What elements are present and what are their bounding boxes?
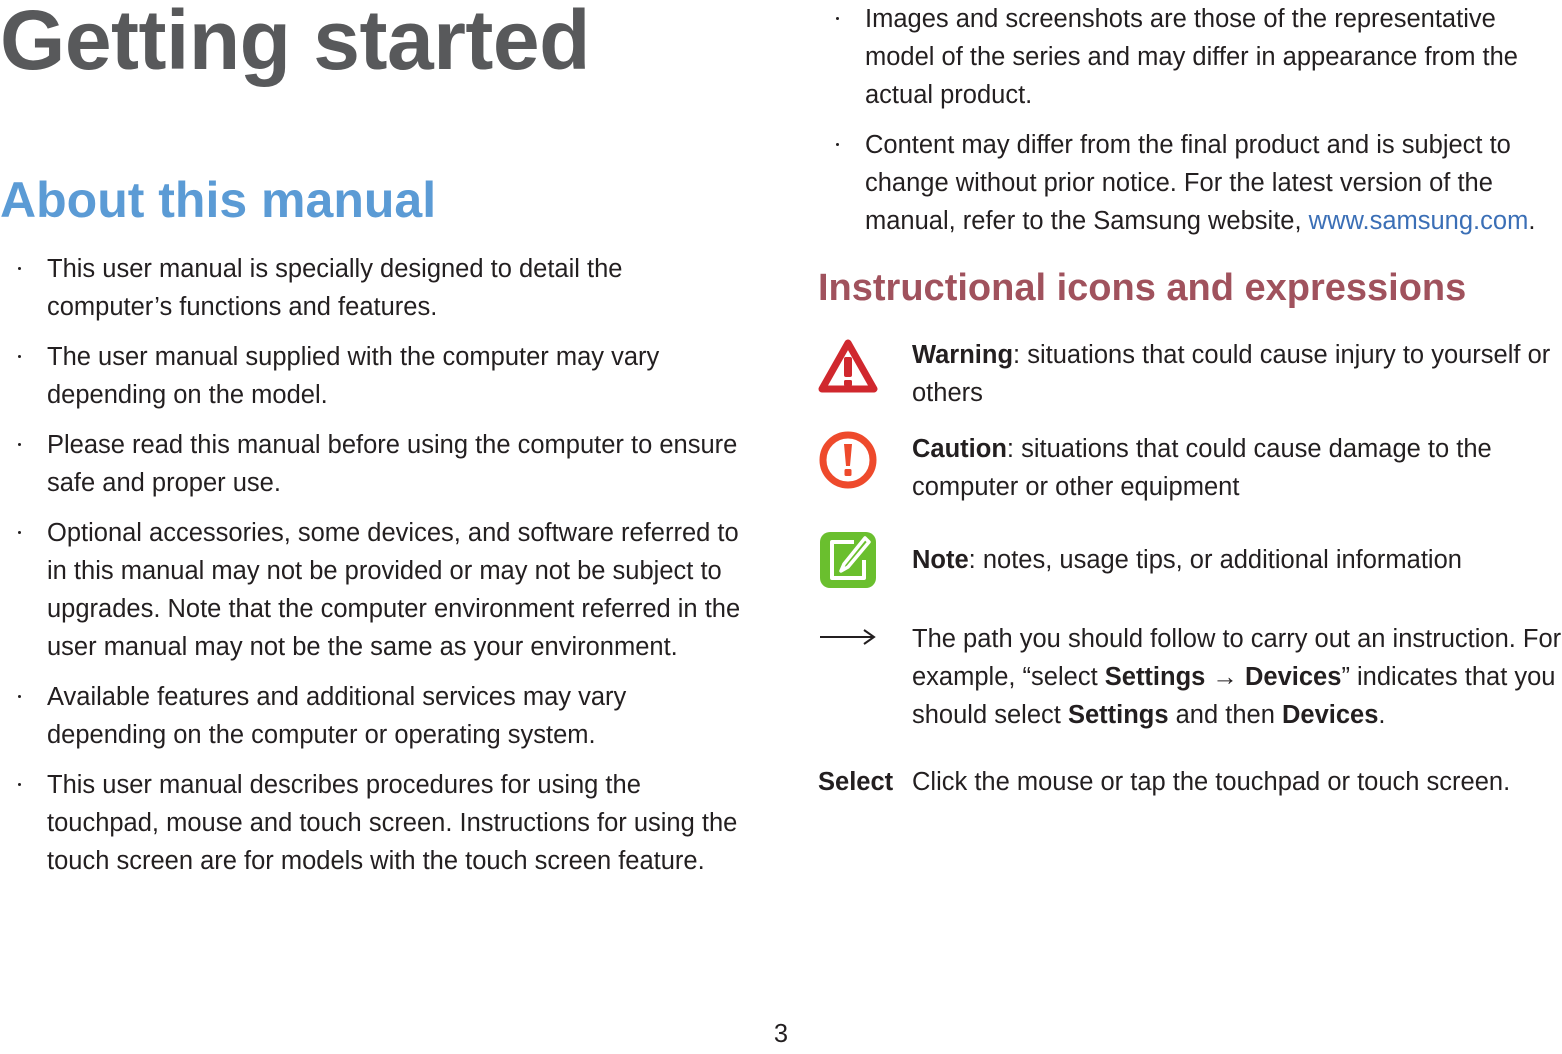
bullet-item: Images and screenshots are those of the representative model of the series and may differ in appearance from the actual product.	[818, 0, 1558, 114]
caution-description	[912, 430, 1562, 506]
bullet-item: Available features and additional services may vary depending on the computer or operating system.	[0, 678, 750, 754]
warning-text: : situations that could cause injury to yourself or others	[912, 341, 1551, 407]
samsung-website-link[interactable]: www.samsung.com	[1308, 207, 1529, 235]
bullet-item: This user manual is specially designed to detail the computer’s functions and features.	[0, 250, 750, 326]
caution-term: Caution	[912, 435, 1007, 463]
bullet-item: Optional accessories, some devices, and software referred to in this manual may not be provided or may not be subject to upgrades. Note that the computer environment referred in the user manual may not be the same as your environment.	[0, 514, 750, 666]
warning-term: Warning	[912, 341, 1014, 369]
select-description: Click the mouse or tap the touchpad or touch screen.	[912, 768, 1511, 796]
note-pencil-icon	[818, 530, 878, 590]
warning-triangle-icon	[818, 336, 878, 396]
bullet-text: Content may differ from the final product and is subject to change without prior notice. For the latest version of the manual, refer to the Samsung website,	[865, 131, 1511, 235]
arrow-text: The path you should follow to carry out an instruction. For example, “select	[912, 625, 1562, 691]
caution-circle-icon	[818, 430, 878, 490]
page-title: Getting started	[0, 0, 590, 87]
arrow-text: ” indicates that you should select	[912, 663, 1556, 729]
about-bullet-list-left	[0, 250, 750, 892]
caution-row	[818, 430, 1562, 510]
settings-term: Settings	[1067, 701, 1169, 729]
select-label: Select	[818, 768, 894, 796]
page-number: 3	[773, 1020, 789, 1048]
arrow-text: →	[1205, 663, 1246, 691]
note-row	[818, 530, 1562, 594]
bullet-item: Please read this manual before using the computer to ensure safe and proper use.	[0, 426, 750, 502]
note-description	[912, 541, 1562, 579]
settings-term: Settings	[1104, 663, 1206, 691]
warning-row	[818, 336, 1562, 416]
bullet-text-end: .	[1528, 207, 1536, 235]
arrow-text: and then	[1168, 701, 1282, 729]
right-arrow-icon	[818, 620, 878, 654]
caution-text: : situations that could cause damage to the computer or other equipment	[912, 435, 1492, 501]
arrow-description	[912, 620, 1562, 734]
note-text: : notes, usage tips, or additional information	[968, 546, 1462, 574]
bullet-item: This user manual describes procedures for using the touchpad, mouse and touch screen. Instructions for using the touch screen are for models with the touch screen feature.	[0, 766, 750, 880]
about-bullet-list-right	[818, 0, 1558, 252]
note-term: Note	[912, 546, 969, 574]
bullet-item	[818, 126, 1558, 240]
bullet-item: The user manual supplied with the computer may vary depending on the model.	[0, 338, 750, 414]
arrow-row	[818, 620, 1562, 740]
warning-description	[912, 336, 1562, 412]
devices-term: Devices	[1281, 701, 1379, 729]
devices-term: Devices	[1245, 663, 1342, 691]
section-heading-instructional: Instructional icons and expressions	[818, 267, 1467, 309]
section-heading-about: About this manual	[0, 172, 437, 228]
select-row	[818, 763, 1562, 803]
arrow-text: .	[1378, 701, 1386, 729]
